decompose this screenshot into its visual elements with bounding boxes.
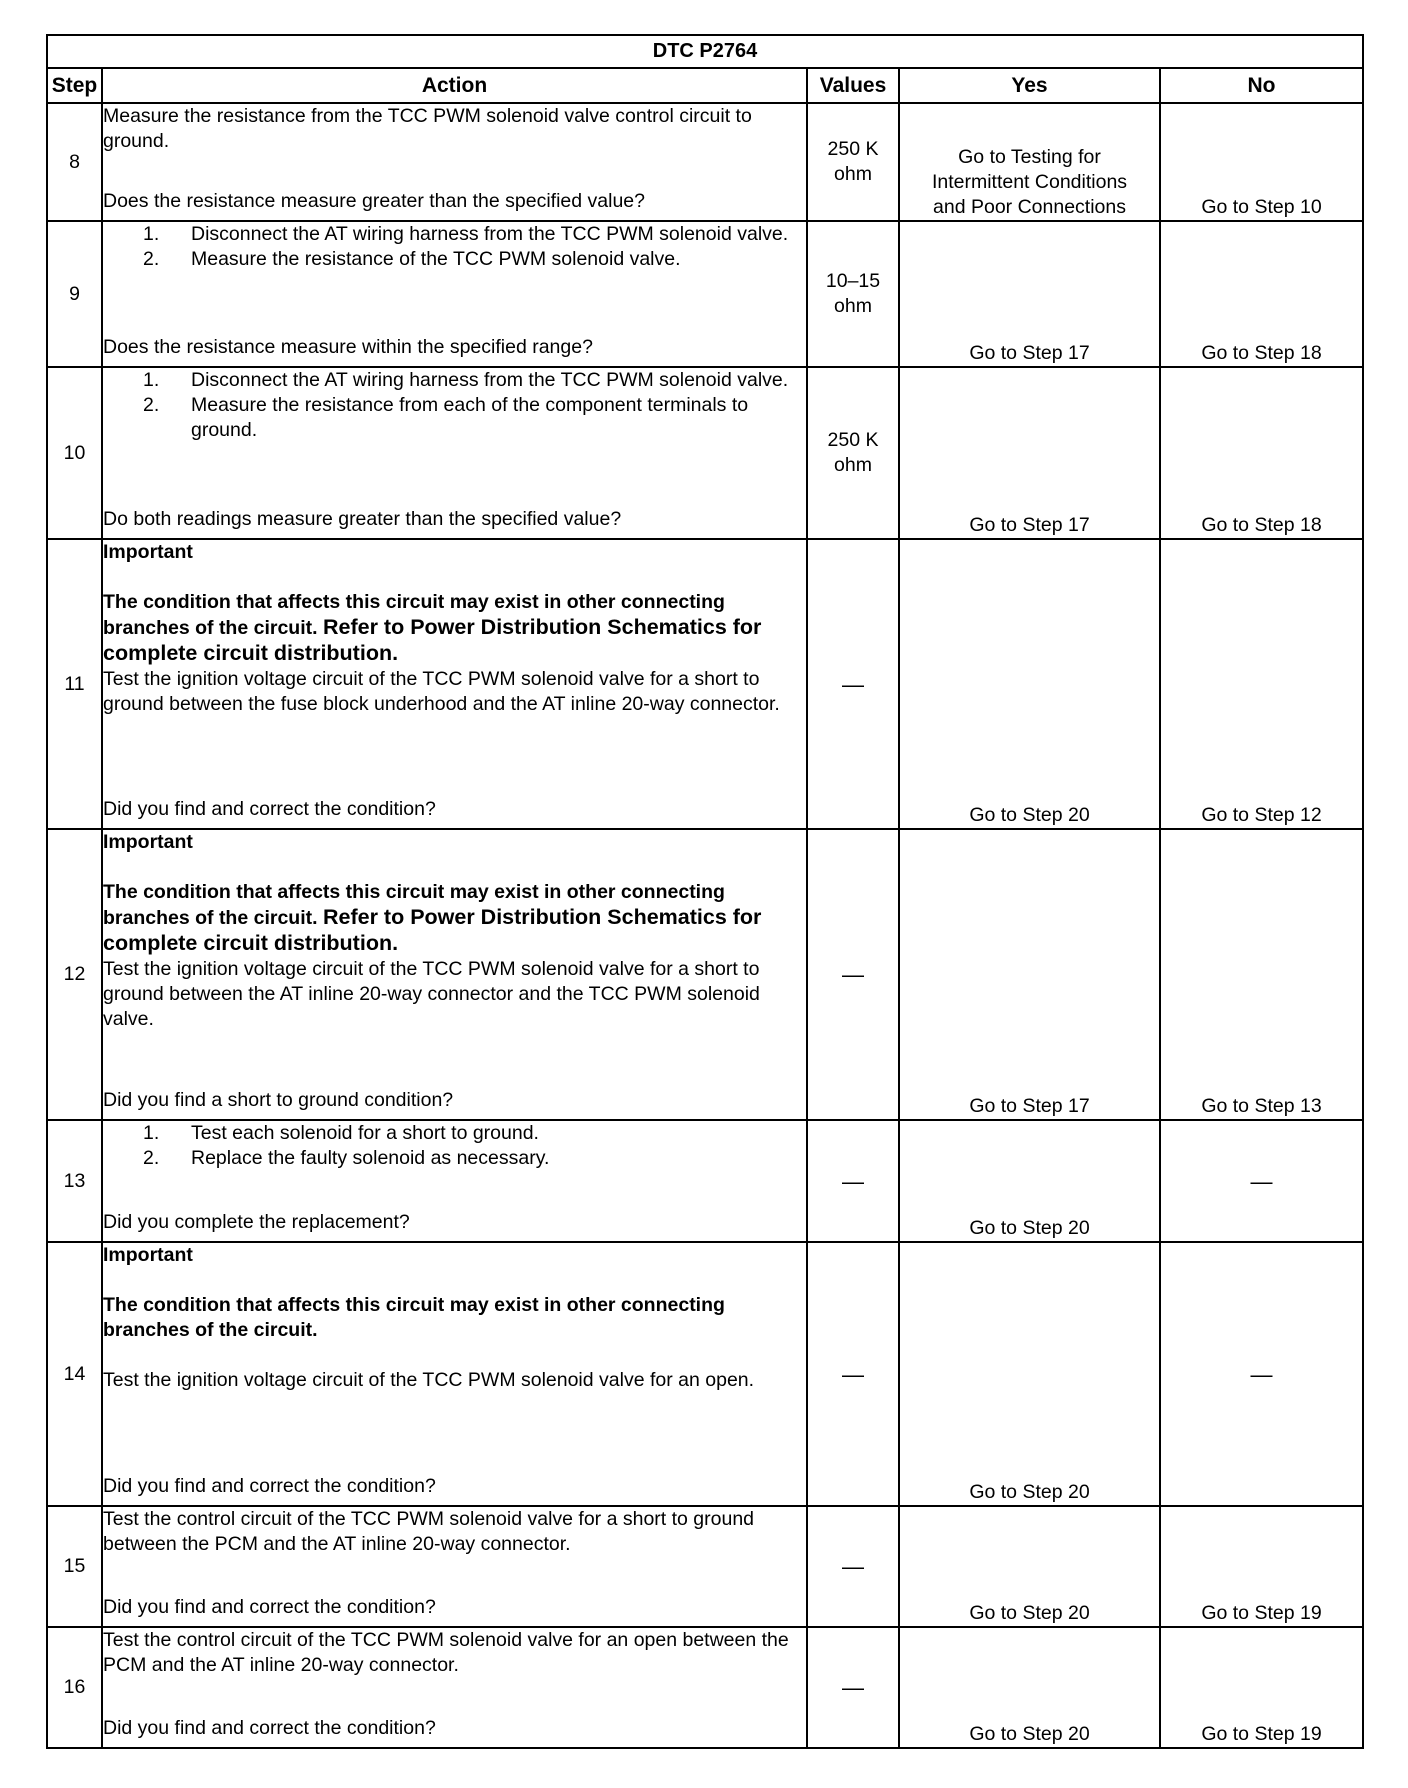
step-number: 10: [47, 367, 102, 539]
yes-line: and Poor Connections: [933, 196, 1126, 218]
list-number: 1.: [143, 223, 160, 245]
step-number: 11: [47, 539, 102, 829]
action-text: Test the ignition voltage circuit of the TCC PWM solenoid valve for a short to ground between the AT inline 20-way connector and the TCC PWM solenoid valve.: [103, 958, 760, 1030]
list-item: [103, 368, 806, 393]
header-no: No: [1160, 68, 1363, 103]
header-step: Step: [47, 68, 102, 103]
list-item: [103, 393, 806, 443]
important-note: [103, 590, 806, 667]
action-cell: [102, 1627, 807, 1748]
yes-cell: Go to Step 17: [899, 221, 1160, 367]
step-number: 13: [47, 1120, 102, 1242]
list-number: 1.: [143, 369, 160, 391]
yes-cell: Go to Step 20: [899, 1506, 1160, 1627]
action-cell: [102, 367, 807, 539]
action-question: Did you find and correct the condition?: [103, 1475, 436, 1497]
values-cell: —: [807, 1506, 899, 1627]
value-unit: ohm: [834, 454, 872, 476]
value-line: 250 K: [827, 429, 879, 451]
important-text: The condition that affects this circuit may exist in other connecting branches of the circuit.: [103, 591, 725, 639]
action-question: Did you find and correct the condition?: [103, 1596, 436, 1618]
important-note: [103, 880, 806, 957]
list-text: Disconnect the AT wiring harness from the TCC PWM solenoid valve.: [191, 223, 789, 245]
value-line: 10–15: [825, 270, 881, 292]
no-cell: —: [1160, 1242, 1363, 1506]
action-cell: [102, 221, 807, 367]
header-values: Values: [807, 68, 899, 103]
list-text: Replace the faulty solenoid as necessary.: [191, 1147, 550, 1169]
action-question: Did you find and correct the condition?: [103, 1717, 436, 1739]
action-question: Does the resistance measure greater than the specified value?: [103, 190, 645, 212]
value-unit: ohm: [834, 163, 872, 185]
table-row: [47, 829, 1363, 1120]
list-text: Disconnect the AT wiring harness from the TCC PWM solenoid valve.: [191, 369, 789, 391]
important-refer: Refer to Power Distribution Schematics for complete circuit distribution.: [103, 905, 762, 955]
action-text: Measure the resistance from the TCC PWM solenoid valve control circuit to ground.: [103, 105, 752, 152]
step-number: 8: [47, 103, 102, 221]
action-text: Test the ignition voltage circuit of the TCC PWM solenoid valve for an open.: [103, 1369, 755, 1391]
action-steps: [103, 222, 806, 272]
action-question: Did you complete the replacement?: [103, 1211, 410, 1233]
yes-cell: Go to Step 20: [899, 1120, 1160, 1242]
action-text: Test the ignition voltage circuit of the TCC PWM solenoid valve for a short to ground between the fuse block underhood and the AT inline 20-way connector.: [103, 668, 780, 715]
important-refer: Refer to Power Distribution Schematics for complete circuit distribution.: [103, 615, 762, 665]
step-number: 14: [47, 1242, 102, 1506]
action-steps: [103, 1121, 806, 1171]
no-cell: Go to Step 18: [1160, 367, 1363, 539]
values-cell: —: [807, 539, 899, 829]
list-number: 2.: [143, 1147, 160, 1169]
list-item: [103, 1146, 806, 1171]
action-cell: [102, 1242, 807, 1506]
important-label: Important: [103, 541, 193, 563]
action-cell: [102, 103, 807, 221]
yes-cell: Go to Step 20: [899, 1242, 1160, 1506]
no-cell: Go to Step 19: [1160, 1627, 1363, 1748]
values-cell: —: [807, 1120, 899, 1242]
yes-cell: Go to Step 20: [899, 539, 1160, 829]
list-text: Measure the resistance of the TCC PWM solenoid valve.: [191, 248, 681, 270]
action-cell: [102, 539, 807, 829]
table-row: [47, 221, 1363, 367]
table-row: [47, 539, 1363, 829]
values-cell: —: [807, 829, 899, 1120]
action-question: Does the resistance measure within the specified range?: [103, 336, 593, 358]
no-cell: Go to Step 10: [1160, 103, 1363, 221]
no-cell: Go to Step 12: [1160, 539, 1363, 829]
values-cell: [807, 221, 899, 367]
dtc-table: [46, 34, 1364, 1749]
header-yes: Yes: [899, 68, 1160, 103]
action-text: Test the control circuit of the TCC PWM solenoid valve for an open between the PCM and the AT inline 20-way connector.: [103, 1629, 789, 1676]
action-text: Test the control circuit of the TCC PWM solenoid valve for a short to ground between the PCM and the AT inline 20-way connector.: [103, 1508, 755, 1555]
list-text: Measure the resistance from each of the component terminals to ground.: [191, 394, 749, 441]
no-cell: Go to Step 18: [1160, 221, 1363, 367]
list-item: [103, 247, 806, 272]
step-number: 9: [47, 221, 102, 367]
table-row: [47, 103, 1363, 221]
list-text: Test each solenoid for a short to ground.: [191, 1122, 539, 1144]
table-row: [47, 1627, 1363, 1748]
action-question: Did you find a short to ground condition?: [103, 1089, 454, 1111]
list-number: 2.: [143, 248, 160, 270]
list-item: [103, 1121, 806, 1146]
action-cell: [102, 1120, 807, 1242]
header-action: Action: [102, 68, 807, 103]
list-number: 1.: [143, 1122, 160, 1144]
yes-line: Intermittent Conditions: [931, 171, 1128, 193]
list-item: [103, 222, 806, 247]
step-number: 15: [47, 1506, 102, 1627]
yes-cell: Go to Step 20: [899, 1627, 1160, 1748]
important-text: The condition that affects this circuit may exist in other connecting branches of the circuit.: [103, 1294, 725, 1341]
no-cell: —: [1160, 1120, 1363, 1242]
no-cell: Go to Step 13: [1160, 829, 1363, 1120]
yes-cell: Go to Step 17: [899, 367, 1160, 539]
yes-line: Go to Testing for: [958, 146, 1101, 168]
step-number: 16: [47, 1627, 102, 1748]
action-cell: [102, 829, 807, 1120]
table-row: [47, 367, 1363, 539]
values-cell: [807, 103, 899, 221]
important-label: Important: [103, 1244, 193, 1266]
table-title: DTC P2764: [47, 35, 1363, 68]
value-line: 250 K: [827, 138, 879, 160]
yes-cell: [899, 103, 1160, 221]
values-cell: —: [807, 1627, 899, 1748]
action-steps: [103, 368, 806, 443]
important-label: Important: [103, 831, 193, 853]
table-row: [47, 1120, 1363, 1242]
important-note: [103, 1293, 806, 1343]
values-cell: —: [807, 1242, 899, 1506]
action-question: Did you find and correct the condition?: [103, 798, 436, 820]
table-row: [47, 1242, 1363, 1506]
yes-cell: Go to Step 17: [899, 829, 1160, 1120]
important-text: The condition that affects this circuit may exist in other connecting branches of the circuit.: [103, 881, 725, 929]
no-cell: Go to Step 19: [1160, 1506, 1363, 1627]
action-question: Do both readings measure greater than the specified value?: [103, 508, 622, 530]
value-unit: ohm: [834, 295, 872, 317]
values-cell: [807, 367, 899, 539]
action-cell: [102, 1506, 807, 1627]
list-number: 2.: [143, 394, 160, 416]
step-number: 12: [47, 829, 102, 1120]
table-row: [47, 1506, 1363, 1627]
